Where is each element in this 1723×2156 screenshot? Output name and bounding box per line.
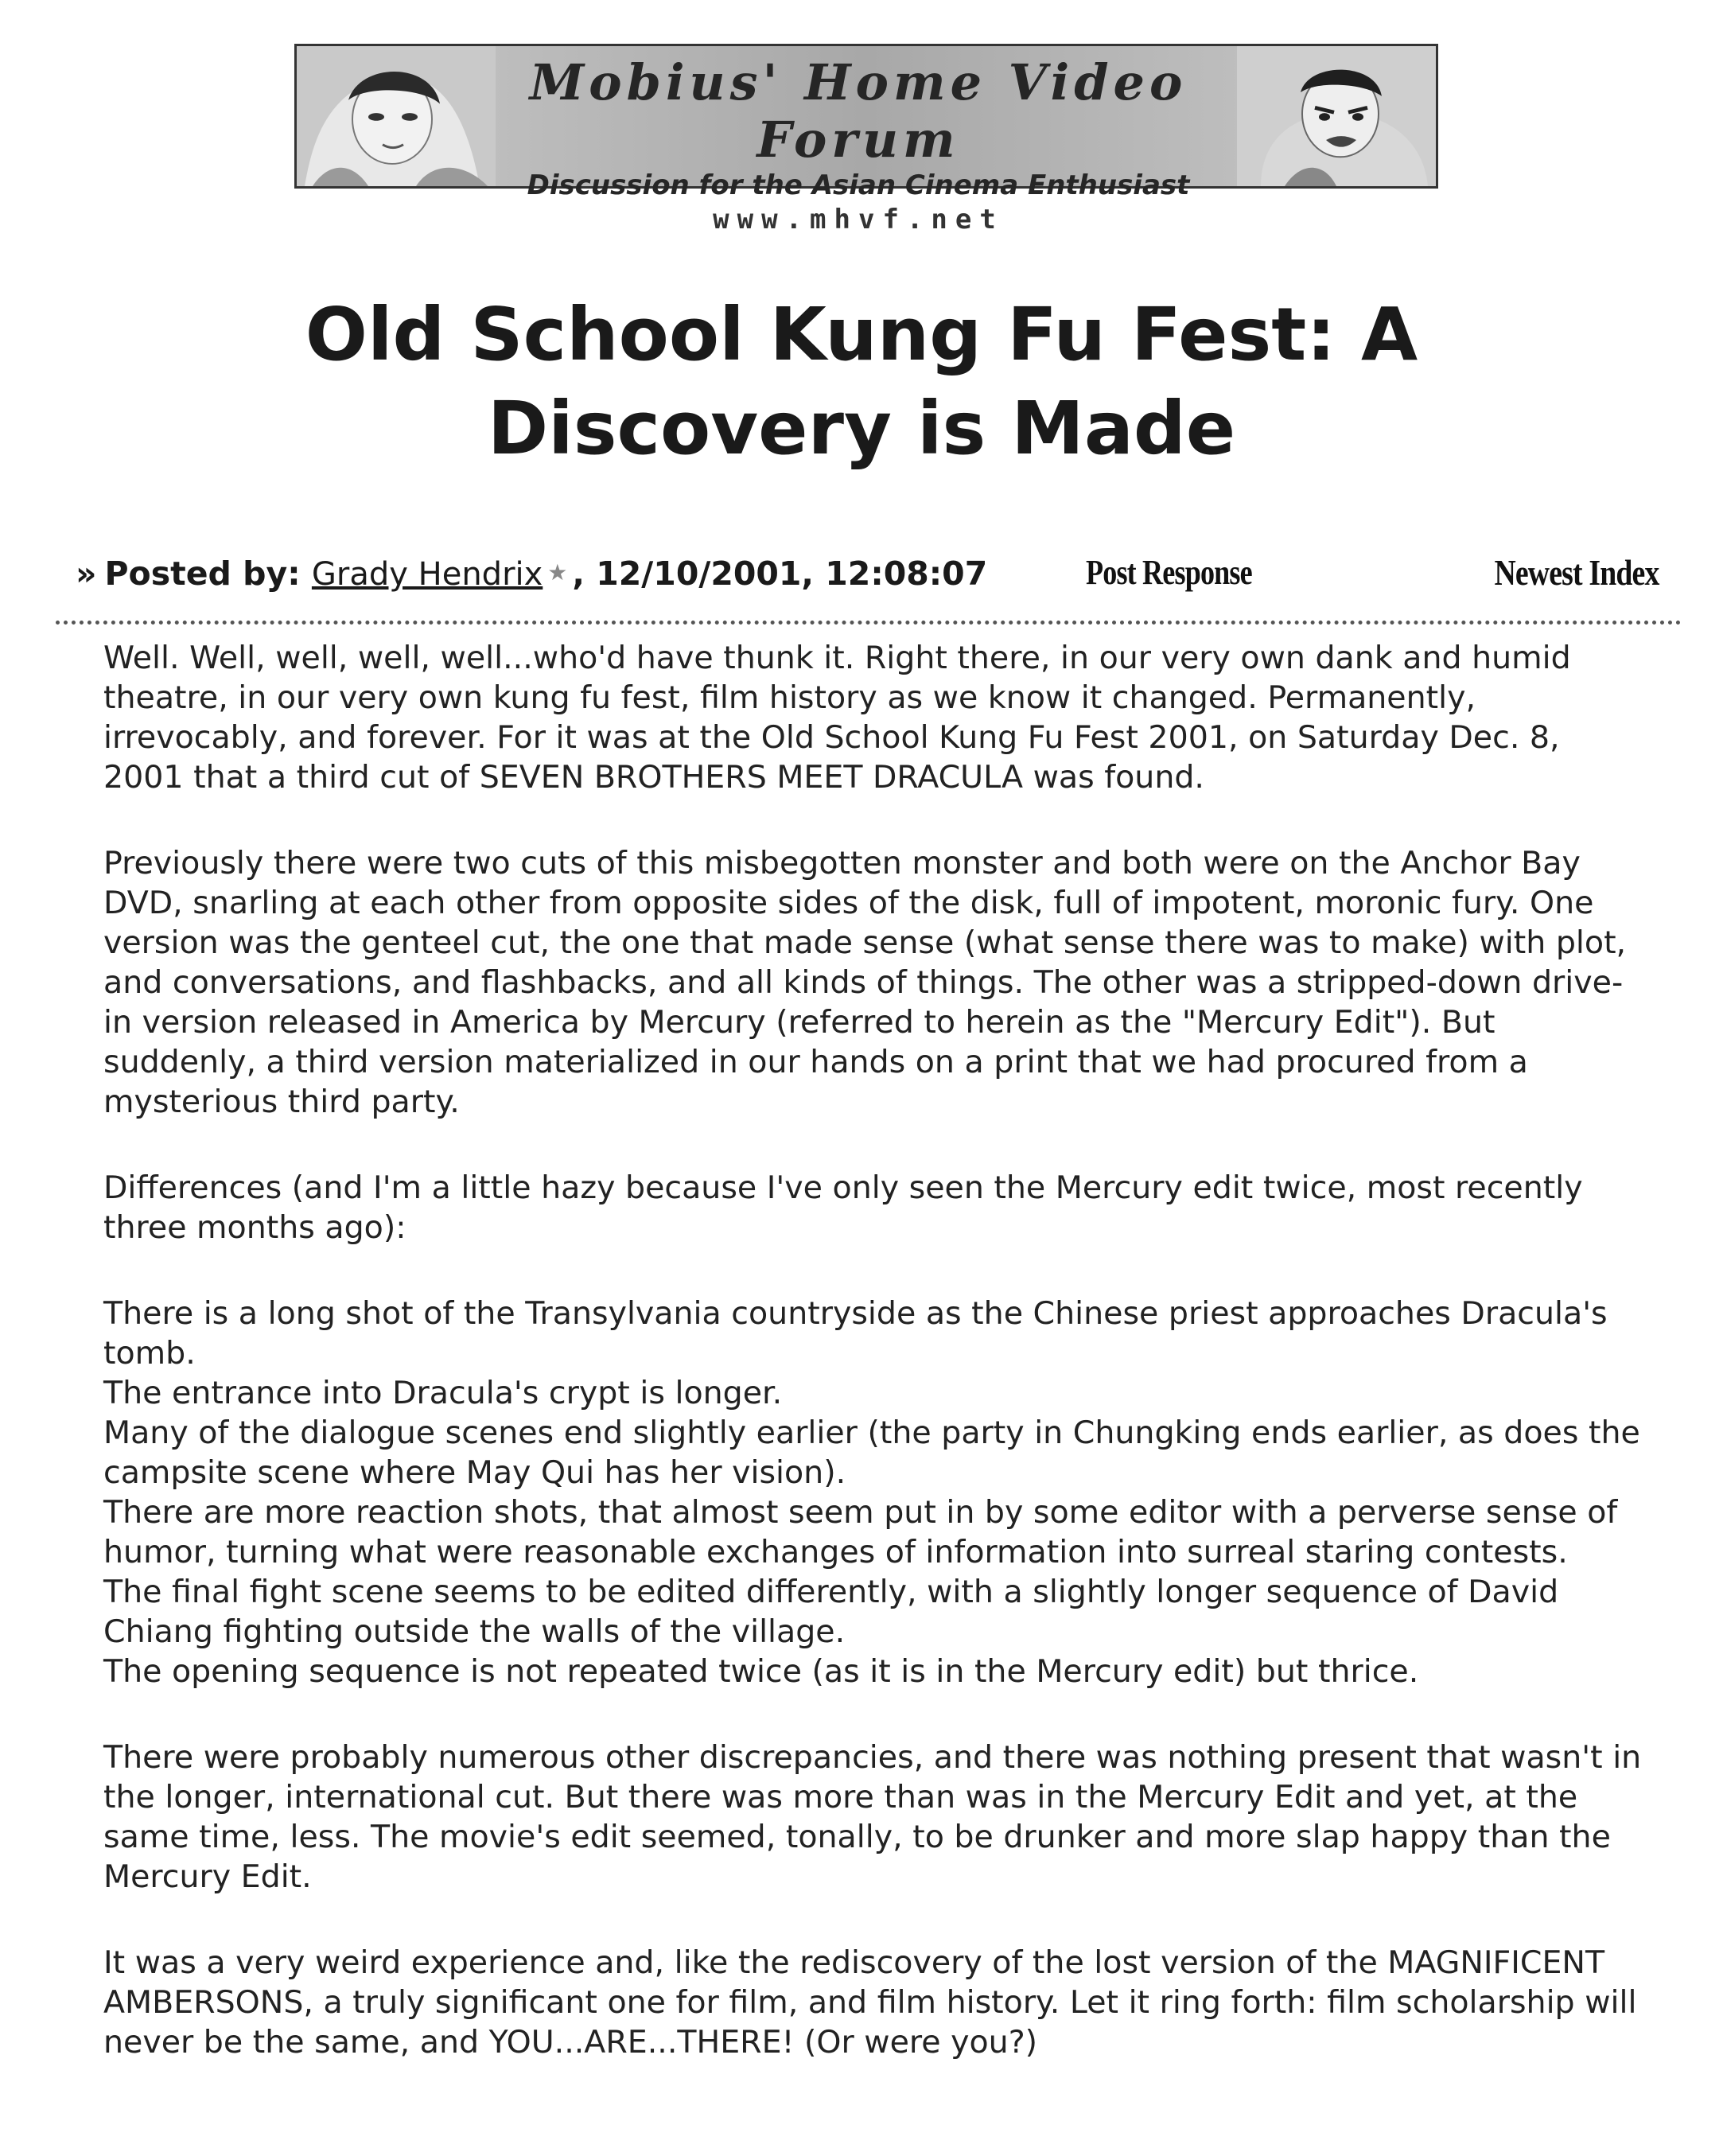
actor-portrait-image — [1237, 46, 1436, 186]
list-item: The opening sequence is not repeated twice (as it is in the Mercury edit) but thrice. — [103, 1653, 1419, 1690]
page-title: Old School Kung Fu Fest: A Discovery is Made — [305, 292, 1418, 471]
banner-title: Mobius' Home Video Forum — [529, 53, 1188, 169]
banner-subtitle: Discussion for the Asian Cinema Enthusiast — [527, 169, 1190, 201]
site-banner[interactable] — [294, 44, 1438, 235]
body-paragraph: Previously there were two cuts of this misbegotten monster and both were on the Anchor Bay DVD, snarling at each other from opposite sides of the disk, full of impotent, moronic fury. One version was the genteel cut, the one that made sense (what sense there was to make) with plot, and conversations, and flashbacks, and all kinds of things. The other was a stripped-down drive-in version released in America by Mercury (referred to herein as the "Mercury Edit"). But suddenly, a third version materialized in our hands on a print that we had procured from a mysterious third party. — [103, 845, 1627, 1120]
actress-portrait-image — [297, 46, 496, 186]
post-datetime: , 12/10/2001, 12:08:07 — [572, 555, 988, 593]
body-paragraph: It was a very weird experience and, like the rediscovery of the lost version of the MAGNIFICENT AMBERSONS, a truly significant one for film, and film history. Let it ring forth: film scholarship will never be the same, and YOU...ARE...THERE! (Or were you?) — [103, 1944, 1637, 2061]
body-paragraph: Differences (and I'm a little hazy because I've only seen the Mercury edit twice, most recently three months ago): — [103, 1169, 1583, 1246]
banner-url: www.mhvf.net — [713, 204, 1004, 235]
star-icon: ★ — [547, 559, 568, 586]
differences-list — [103, 1294, 1647, 1691]
post-body — [103, 638, 1647, 2108]
list-item: The entrance into Dracula's crypt is longer. — [103, 1375, 783, 1411]
list-item: There is a long shot of the Transylvania countryside as the Chinese priest approaches Dracula's tomb. — [103, 1295, 1608, 1372]
body-paragraph: There were probably numerous other discrepancies, and there was nothing present that wasn't in the longer, international cut. But there was more than was in the Mercury Edit and yet, at the same time, less. The movie's edit seemed, tonally, to be drunker and more slap happy than the Mercury Edit. — [103, 1739, 1642, 1895]
banner-text — [480, 46, 1237, 235]
post-response-link[interactable]: Post Response — [1086, 553, 1252, 592]
newest-index-link[interactable]: Newest Index — [1493, 552, 1659, 593]
chevron-right-icon: » — [76, 555, 97, 593]
body-paragraph: Well. Well, well, well, well...who'd have thunk it. Right there, in our very own dank and humid theatre, in our very own kung fu fest, film history as we know it changed. Permanently, irrevocably, and forever. For it was at the Old School Kung Fu Fest 2001, on Saturday Dec. 8, 2001 that a third cut of SEVEN BROTHERS MEET DRACULA was found. — [103, 640, 1571, 796]
author-link[interactable]: Grady Hendrix — [311, 556, 543, 593]
list-item: The final fight scene seems to be edited differently, with a slightly longer sequence of David Chiang fighting outside the walls of the village. — [103, 1574, 1559, 1650]
post-meta — [76, 549, 1659, 597]
list-item: There are more reaction shots, that almost seem put in by some editor with a perverse sense of humor, turning what were reasonable exchanges of information into surreal staring contests. — [103, 1494, 1618, 1570]
divider — [56, 621, 1682, 625]
posted-by-label: Posted by: — [104, 555, 301, 593]
list-item: Many of the dialogue scenes end slightly earlier (the party in Chungking ends earlier, as does the campsite scene where May Qui has her vision). — [103, 1415, 1640, 1491]
